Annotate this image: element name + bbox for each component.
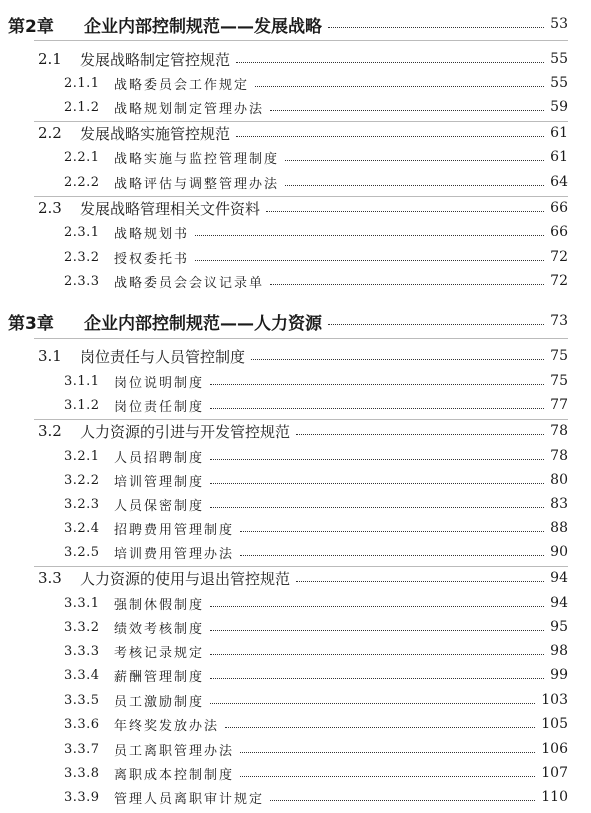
chapter-number: 第3章 <box>8 313 54 334</box>
dot-leader <box>328 324 544 325</box>
toc-section-row[interactable] <box>38 420 568 442</box>
toc-section-row[interactable] <box>38 345 568 367</box>
toc-item-row[interactable] <box>64 518 568 538</box>
item-number: 3.3.6 <box>64 716 100 732</box>
toc-item-row[interactable] <box>64 665 568 685</box>
toc-item-row[interactable] <box>64 147 568 167</box>
page-number: 66 <box>550 224 568 240</box>
page-number: 94 <box>550 570 568 586</box>
toc-item-row[interactable] <box>64 641 568 661</box>
item-title: 培训费用管理办法 <box>114 546 235 562</box>
chapter-title: 企业内部控制规范——人力资源 <box>84 313 322 334</box>
item-title: 战略规划书 <box>114 226 190 242</box>
item-number: 2.1.2 <box>64 99 100 115</box>
item-number: 3.3.1 <box>64 595 100 611</box>
toc-item-row[interactable] <box>64 593 568 613</box>
page-number: 99 <box>550 667 568 683</box>
page-number: 94 <box>550 595 568 611</box>
section-title: 人力资源的引进与开发管控规范 <box>80 422 291 441</box>
toc-section-row[interactable] <box>38 197 568 219</box>
dot-leader <box>266 211 544 212</box>
page-number: 75 <box>550 348 568 364</box>
page-number: 88 <box>550 520 568 536</box>
dot-leader <box>285 160 544 161</box>
section-number: 2.1 <box>38 50 62 68</box>
item-number: 2.3.2 <box>64 249 100 265</box>
toc-item-row[interactable] <box>64 690 568 710</box>
section-title: 发展战略管理相关文件资料 <box>80 199 261 218</box>
section-title: 发展战略实施管控规范 <box>80 124 231 143</box>
section-title: 发展战略制定管控规范 <box>80 50 231 69</box>
page-number: 80 <box>550 472 568 488</box>
item-number: 3.3.5 <box>64 692 100 708</box>
section-number: 3.3 <box>38 569 62 587</box>
dot-leader <box>255 86 544 87</box>
dot-leader <box>210 507 544 508</box>
page-number: 72 <box>550 249 568 265</box>
item-number: 3.1.2 <box>64 397 100 413</box>
item-number: 3.2.4 <box>64 520 100 536</box>
section-number: 3.1 <box>38 347 62 365</box>
page-number: 55 <box>550 75 568 91</box>
toc-item-row[interactable] <box>64 172 568 192</box>
dot-leader <box>296 581 544 582</box>
page-number: 61 <box>550 149 568 165</box>
item-title: 战略规划制定管理办法 <box>114 101 265 117</box>
toc-chapter-row[interactable] <box>8 308 568 334</box>
page-number: 107 <box>541 765 568 781</box>
page-number: 83 <box>550 496 568 512</box>
item-title: 离职成本控制制度 <box>114 767 235 783</box>
page-number: 59 <box>550 99 568 115</box>
item-title: 年终奖发放办法 <box>114 718 220 734</box>
dot-leader <box>285 185 544 186</box>
page-number: 77 <box>550 397 568 413</box>
dot-leader <box>240 752 535 753</box>
page-number: 110 <box>541 789 568 805</box>
item-title: 岗位说明制度 <box>114 375 205 391</box>
item-number: 3.3.7 <box>64 741 100 757</box>
item-title: 考核记录规定 <box>114 645 205 661</box>
section-title: 岗位责任与人员管控制度 <box>80 347 246 366</box>
page-number: 73 <box>550 313 568 329</box>
toc-item-row[interactable] <box>64 739 568 759</box>
dot-leader <box>296 434 544 435</box>
dot-leader <box>210 654 544 655</box>
toc-item-row[interactable] <box>64 542 568 562</box>
item-title: 战略实施与监控管理制度 <box>114 151 280 167</box>
toc-item-row[interactable] <box>64 371 568 391</box>
item-number: 2.3.1 <box>64 224 100 240</box>
dot-leader <box>236 62 544 63</box>
dot-leader <box>210 483 544 484</box>
toc-item-row[interactable] <box>64 395 568 415</box>
section-number: 3.2 <box>38 422 62 440</box>
divider <box>34 338 568 339</box>
page-number: 90 <box>550 544 568 560</box>
page-number: 53 <box>550 16 568 32</box>
item-title: 绩效考核制度 <box>114 621 205 637</box>
dot-leader <box>270 284 544 285</box>
page-number: 72 <box>550 273 568 289</box>
item-number: 2.1.1 <box>64 75 100 91</box>
item-number: 3.3.8 <box>64 765 100 781</box>
page-number: 75 <box>550 373 568 389</box>
section-title: 人力资源的使用与退出管控规范 <box>80 569 291 588</box>
toc-section-row[interactable] <box>38 122 568 144</box>
page-number: 95 <box>550 619 568 635</box>
section-number: 2.3 <box>38 199 62 217</box>
dot-leader <box>240 555 544 556</box>
dot-leader <box>195 260 544 261</box>
item-title: 战略评估与调整管理办法 <box>114 176 280 192</box>
item-number: 3.2.5 <box>64 544 100 560</box>
page-number: 55 <box>550 51 568 67</box>
toc-item-row[interactable] <box>64 617 568 637</box>
item-title: 人员招聘制度 <box>114 450 205 466</box>
toc-item-row[interactable] <box>64 271 568 291</box>
dot-leader <box>328 27 544 28</box>
toc-section-row[interactable] <box>38 567 568 589</box>
item-number: 3.3.2 <box>64 619 100 635</box>
item-number: 2.2.1 <box>64 149 100 165</box>
toc-chapter-row[interactable] <box>8 11 568 37</box>
dot-leader <box>210 630 544 631</box>
dot-leader <box>210 678 544 679</box>
dot-leader <box>251 359 544 360</box>
page-number: 64 <box>550 174 568 190</box>
chapter-title: 企业内部控制规范——发展战略 <box>84 16 322 37</box>
toc-item-row[interactable] <box>64 446 568 466</box>
page-number: 106 <box>541 741 568 757</box>
section-number: 2.2 <box>38 124 62 142</box>
item-number: 3.3.3 <box>64 643 100 659</box>
divider <box>34 40 568 41</box>
toc-item-row[interactable] <box>64 470 568 490</box>
item-number: 2.2.2 <box>64 174 100 190</box>
dot-leader <box>225 727 535 728</box>
item-title: 人员保密制度 <box>114 498 205 514</box>
page-number: 61 <box>550 125 568 141</box>
item-title: 培训管理制度 <box>114 474 205 490</box>
chapter-number: 第2章 <box>8 16 54 37</box>
dot-leader <box>195 235 544 236</box>
dot-leader <box>210 606 544 607</box>
toc-item-row[interactable] <box>64 714 568 734</box>
item-title: 授权委托书 <box>114 251 190 267</box>
item-number: 3.3.9 <box>64 789 100 805</box>
item-title: 岗位责任制度 <box>114 399 205 415</box>
toc-item-row[interactable] <box>64 494 568 514</box>
page-number: 98 <box>550 643 568 659</box>
toc-item-row[interactable] <box>64 73 568 93</box>
dot-leader <box>270 110 544 111</box>
page-number: 66 <box>550 200 568 216</box>
item-title: 员工离职管理办法 <box>114 743 235 759</box>
item-title: 战略委员会工作规定 <box>114 77 250 93</box>
item-number: 3.2.1 <box>64 448 100 464</box>
item-title: 招聘费用管理制度 <box>114 522 235 538</box>
page-number: 103 <box>541 692 568 708</box>
dot-leader <box>236 136 544 137</box>
page-number: 78 <box>550 423 568 439</box>
dot-leader <box>270 800 535 801</box>
item-title: 管理人员离职审计规定 <box>114 791 265 807</box>
dot-leader <box>240 531 544 532</box>
toc-item-row[interactable] <box>64 247 568 267</box>
toc-item-row[interactable] <box>64 763 568 783</box>
item-number: 2.3.3 <box>64 273 100 289</box>
toc-item-row[interactable] <box>64 787 568 807</box>
item-title: 强制休假制度 <box>114 597 205 613</box>
dot-leader <box>210 703 535 704</box>
item-number: 3.2.3 <box>64 496 100 512</box>
dot-leader <box>210 408 544 409</box>
dot-leader <box>240 776 535 777</box>
item-title: 战略委员会会议记录单 <box>114 275 265 291</box>
toc-section-row[interactable] <box>38 48 568 70</box>
item-title: 薪酬管理制度 <box>114 669 205 685</box>
item-title: 员工激励制度 <box>114 694 205 710</box>
page-number: 78 <box>550 448 568 464</box>
page-number: 105 <box>541 716 568 732</box>
item-number: 3.1.1 <box>64 373 100 389</box>
item-number: 3.3.4 <box>64 667 100 683</box>
toc-item-row[interactable] <box>64 97 568 117</box>
toc-item-row[interactable] <box>64 222 568 242</box>
dot-leader <box>210 459 544 460</box>
item-number: 3.2.2 <box>64 472 100 488</box>
dot-leader <box>210 384 544 385</box>
